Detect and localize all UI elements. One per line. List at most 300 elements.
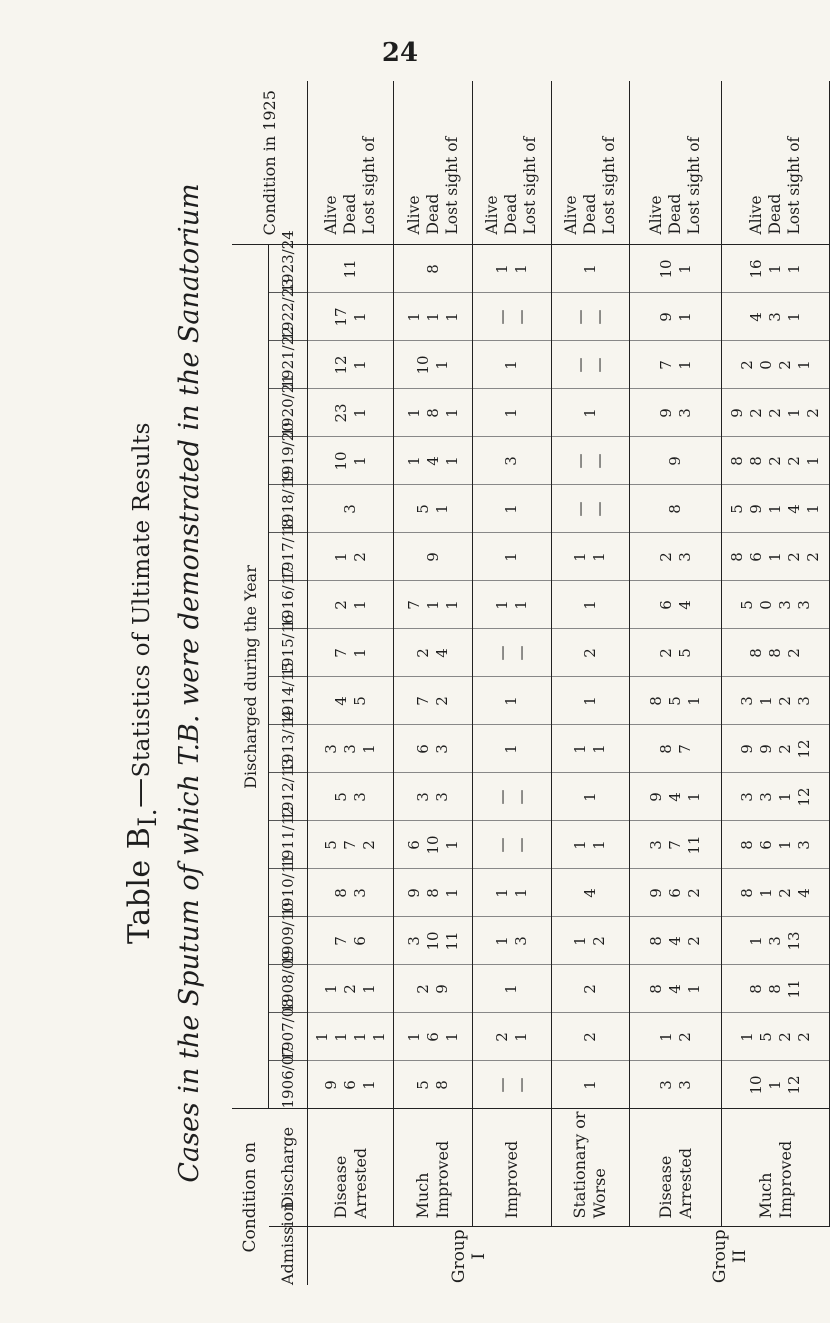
- value: —: [511, 645, 530, 661]
- value-cell: [394, 965, 473, 1013]
- value-cell: [308, 1061, 394, 1109]
- value: 1: [685, 792, 704, 802]
- value: 1: [350, 408, 369, 418]
- value: —: [492, 645, 511, 661]
- value: 8: [647, 696, 666, 706]
- outcome-label: Lost sight of: [360, 136, 379, 235]
- value: 1: [492, 888, 511, 898]
- title-sub: I.: [133, 807, 162, 827]
- value: 1: [442, 888, 461, 898]
- value: 2: [580, 648, 599, 658]
- value-cell: [722, 629, 830, 677]
- value: 3: [433, 744, 452, 754]
- value-cell: [473, 869, 552, 917]
- value-cell: [308, 965, 394, 1013]
- value: 1: [794, 360, 813, 370]
- value-cell: [473, 581, 552, 629]
- value: —: [511, 837, 530, 853]
- value: 3: [341, 744, 360, 754]
- value: 8: [728, 456, 747, 466]
- value: 8: [647, 936, 666, 946]
- value-cell: [473, 917, 552, 965]
- value: —: [590, 309, 609, 325]
- value-cell: [722, 389, 830, 437]
- outcome-labels: [551, 81, 630, 245]
- year-header: 1919/20: [269, 437, 308, 485]
- value: 3: [414, 792, 433, 802]
- value: 2: [737, 360, 756, 370]
- value: 4: [423, 456, 442, 466]
- value: 1: [404, 312, 423, 322]
- value-cell: [722, 341, 830, 389]
- year-header: 1908/09: [269, 965, 308, 1013]
- value: 10: [656, 259, 675, 279]
- value-cell: [551, 821, 630, 869]
- value-cell: [473, 1013, 552, 1061]
- value-cell: [394, 341, 473, 389]
- value: 8: [747, 984, 766, 994]
- value: 8: [423, 264, 442, 274]
- outcome-label: Dead: [580, 193, 599, 235]
- value: 9: [666, 456, 685, 466]
- value-cell: [722, 581, 830, 629]
- value: 3: [794, 696, 813, 706]
- value-cell: [722, 293, 830, 341]
- value-cell: [473, 293, 552, 341]
- value: 4: [747, 312, 766, 322]
- value: 2: [794, 1032, 813, 1042]
- value-cell: [473, 1061, 552, 1109]
- year-header: 1920/21: [269, 389, 308, 437]
- value: 2: [766, 408, 785, 418]
- value: 1: [785, 312, 804, 322]
- value: 1: [502, 408, 521, 418]
- value: 6: [666, 888, 685, 898]
- year-header: 1914/15: [269, 677, 308, 725]
- value: 1: [350, 1032, 369, 1042]
- value-cell: [551, 245, 630, 293]
- value: 1: [685, 696, 704, 706]
- value: 1: [502, 744, 521, 754]
- value-cell: [630, 917, 722, 965]
- value-cell: [394, 773, 473, 821]
- value: 1: [580, 696, 599, 706]
- value: 7: [414, 696, 433, 706]
- value: 3: [433, 792, 452, 802]
- value: 1: [571, 840, 590, 850]
- value: 2: [331, 600, 350, 610]
- value: 2: [350, 552, 369, 562]
- table-title: [122, 81, 162, 1285]
- value: 11: [442, 931, 461, 951]
- value-cell: [308, 1013, 394, 1061]
- value: 23: [331, 403, 350, 423]
- value-cell: [308, 677, 394, 725]
- value: 0: [756, 360, 775, 370]
- value: 1: [442, 840, 461, 850]
- value: 1: [775, 840, 794, 850]
- value: 5: [322, 840, 341, 850]
- value: 1: [423, 312, 442, 322]
- discharge-header: Discharge: [269, 1109, 308, 1227]
- value: 4: [675, 600, 694, 610]
- value-cell: [630, 965, 722, 1013]
- value: 1: [756, 696, 775, 706]
- value: 8: [656, 744, 675, 754]
- value: 2: [360, 840, 379, 850]
- value-cell: [551, 1061, 630, 1109]
- value-cell: [473, 389, 552, 437]
- value: 1: [580, 264, 599, 274]
- value-cell: [551, 629, 630, 677]
- value: 1: [423, 600, 442, 610]
- value: 17: [331, 307, 350, 327]
- value: 1: [590, 744, 609, 754]
- value: 2: [656, 648, 675, 658]
- value: 7: [341, 840, 360, 850]
- value: 1: [580, 600, 599, 610]
- value: 7: [666, 840, 685, 850]
- value: —: [511, 1077, 530, 1093]
- value-cell: [551, 485, 630, 533]
- value: 1: [442, 408, 461, 418]
- value: 6: [404, 840, 423, 850]
- condition-row: [394, 81, 473, 1285]
- value: 1: [580, 408, 599, 418]
- value-cell: [722, 773, 830, 821]
- value: 7: [675, 744, 694, 754]
- outcome-label: Dead: [423, 193, 442, 235]
- admission-header: Admission: [269, 1227, 308, 1285]
- value: 1: [775, 792, 794, 802]
- value-cell: [473, 533, 552, 581]
- value-cell: [394, 677, 473, 725]
- value-cell: [394, 533, 473, 581]
- value: 4: [331, 696, 350, 706]
- outcome-label: Lost sight of: [785, 136, 804, 235]
- outcome-labels: [394, 81, 473, 245]
- value: 9: [433, 984, 452, 994]
- value: 3: [737, 696, 756, 706]
- value: 2: [656, 552, 675, 562]
- outcome-label: Lost sight of: [442, 136, 461, 235]
- value: 1: [502, 360, 521, 370]
- outcome-label: Dead: [502, 193, 521, 235]
- condition-row: [630, 81, 722, 1285]
- value: 2: [766, 456, 785, 466]
- value-cell: [473, 725, 552, 773]
- outcome-labels: [473, 81, 552, 245]
- value: 11: [685, 835, 704, 855]
- value-cell: [394, 293, 473, 341]
- value-cell: [394, 1013, 473, 1061]
- discharge-condition: Stationary or Worse: [551, 1109, 630, 1227]
- value-cell: [722, 1061, 830, 1109]
- value: 8: [766, 984, 785, 994]
- value: 1: [511, 264, 530, 274]
- condition-on-header: Condition on: [232, 1109, 269, 1285]
- value-cell: [394, 389, 473, 437]
- value: 2: [785, 552, 804, 562]
- value: 1: [766, 552, 785, 562]
- value-cell: [551, 917, 630, 965]
- value-cell: [394, 917, 473, 965]
- value-cell: [394, 725, 473, 773]
- value: 13: [785, 931, 804, 951]
- outcome-label: Alive: [404, 195, 423, 235]
- value: 8: [728, 552, 747, 562]
- value-cell: [630, 821, 722, 869]
- value: 12: [331, 355, 350, 375]
- value: 9: [737, 744, 756, 754]
- value-cell: [394, 437, 473, 485]
- value: 1: [331, 552, 350, 562]
- value: 1: [756, 888, 775, 898]
- outcome-label: Alive: [747, 195, 766, 235]
- value: 9: [728, 408, 747, 418]
- value: 1: [590, 840, 609, 850]
- value-cell: [722, 965, 830, 1013]
- group-label: Group II: [630, 1227, 830, 1285]
- value: 5: [350, 696, 369, 706]
- value-cell: [630, 485, 722, 533]
- value: —: [590, 357, 609, 373]
- value-cell: [722, 437, 830, 485]
- value: 2: [785, 456, 804, 466]
- value-cell: [551, 293, 630, 341]
- value: 1: [747, 936, 766, 946]
- value: —: [571, 501, 590, 517]
- value: 1: [675, 312, 694, 322]
- outcome-labels: [722, 81, 830, 245]
- value-cell: [473, 677, 552, 725]
- outcome-label: Alive: [483, 195, 502, 235]
- table-subtitle: Cases in the Sputum of which T.B. were demonstrated in the Sanatorium: [174, 183, 205, 1183]
- value-cell: [473, 773, 552, 821]
- value: 1: [360, 744, 379, 754]
- value: 3: [511, 936, 530, 946]
- value: 2: [580, 1032, 599, 1042]
- value-cell: [551, 1013, 630, 1061]
- value: 3: [675, 1080, 694, 1090]
- value: 9: [423, 552, 442, 562]
- condition-row: [473, 81, 552, 1285]
- value-cell: [308, 869, 394, 917]
- year-header: 1910/11: [269, 869, 308, 917]
- value: 1: [492, 600, 511, 610]
- value: 1: [350, 648, 369, 658]
- value: 2: [775, 744, 794, 754]
- value: 2: [804, 552, 823, 562]
- value: 1: [502, 696, 521, 706]
- value: 1: [369, 1032, 388, 1042]
- value: 4: [666, 792, 685, 802]
- value: 3: [794, 840, 813, 850]
- value-cell: [630, 1013, 722, 1061]
- value: 3: [502, 456, 521, 466]
- value: 1: [656, 1032, 675, 1042]
- value-cell: [630, 725, 722, 773]
- value: 8: [737, 840, 756, 850]
- value: 10: [747, 1075, 766, 1095]
- value: 3: [675, 552, 694, 562]
- value-cell: [473, 341, 552, 389]
- value: 10: [423, 931, 442, 951]
- value: 12: [785, 1075, 804, 1095]
- value: 6: [341, 1080, 360, 1090]
- value-cell: [630, 677, 722, 725]
- value: 1: [685, 984, 704, 994]
- value-cell: [308, 341, 394, 389]
- value: —: [571, 357, 590, 373]
- value: 1: [766, 504, 785, 514]
- value-cell: [473, 821, 552, 869]
- discharge-condition: Much Improved: [722, 1109, 830, 1227]
- value: 3: [756, 792, 775, 802]
- value-cell: [630, 389, 722, 437]
- value: 10: [423, 835, 442, 855]
- value: 0: [756, 600, 775, 610]
- value: —: [492, 1077, 511, 1093]
- value: 1: [511, 888, 530, 898]
- value: 3: [766, 936, 785, 946]
- value: 3: [404, 936, 423, 946]
- value: 1: [433, 360, 452, 370]
- value: 6: [350, 936, 369, 946]
- value: 6: [414, 744, 433, 754]
- value: 8: [737, 888, 756, 898]
- value-cell: [722, 869, 830, 917]
- condition-in-1925-header: Condition in 1925: [232, 81, 308, 245]
- value: 10: [331, 451, 350, 471]
- value: 1: [404, 456, 423, 466]
- value-cell: [630, 581, 722, 629]
- value: 3: [766, 312, 785, 322]
- value: 12: [794, 739, 813, 759]
- value: 11: [341, 259, 360, 279]
- value-cell: [722, 677, 830, 725]
- value-cell: [551, 965, 630, 1013]
- outcome-labels: [308, 81, 394, 245]
- value: 1: [502, 984, 521, 994]
- outcome-label: Lost sight of: [685, 136, 704, 235]
- value-cell: [308, 389, 394, 437]
- value: 5: [756, 1032, 775, 1042]
- value: 1: [571, 552, 590, 562]
- value: 2: [775, 888, 794, 898]
- title-dash: —: [122, 777, 157, 808]
- value: 2: [685, 888, 704, 898]
- value: 11: [785, 979, 804, 999]
- value: 1: [312, 1032, 331, 1042]
- value-cell: [722, 725, 830, 773]
- value-cell: [722, 1013, 830, 1061]
- value: 1: [350, 312, 369, 322]
- value: 5: [728, 504, 747, 514]
- value-cell: [630, 245, 722, 293]
- value: 9: [322, 1080, 341, 1090]
- value-cell: [308, 581, 394, 629]
- value: 2: [433, 696, 452, 706]
- value: 2: [785, 648, 804, 658]
- outcome-labels: [630, 81, 722, 245]
- value: —: [511, 309, 530, 325]
- year-header-row: [269, 81, 308, 1285]
- value: 9: [756, 744, 775, 754]
- value-cell: [630, 293, 722, 341]
- value: 3: [656, 1080, 675, 1090]
- value: 7: [656, 360, 675, 370]
- value: 7: [404, 600, 423, 610]
- value: 6: [656, 600, 675, 610]
- value: 5: [737, 600, 756, 610]
- value: 3: [794, 600, 813, 610]
- value-cell: [308, 533, 394, 581]
- value: —: [511, 789, 530, 805]
- value-cell: [630, 341, 722, 389]
- year-header: 1917/18: [269, 533, 308, 581]
- value: —: [571, 453, 590, 469]
- value: 3: [322, 744, 341, 754]
- value: 16: [747, 259, 766, 279]
- value: 1: [804, 504, 823, 514]
- value: —: [492, 309, 511, 325]
- value: 2: [492, 1032, 511, 1042]
- value-cell: [722, 821, 830, 869]
- value: 6: [423, 1032, 442, 1042]
- value-cell: [473, 437, 552, 485]
- value-cell: [551, 677, 630, 725]
- condition-row: [722, 81, 830, 1285]
- year-header: 1907/08: [269, 1013, 308, 1061]
- value: 8: [666, 504, 685, 514]
- value: 9: [656, 408, 675, 418]
- value-cell: [722, 485, 830, 533]
- value: 1: [785, 408, 804, 418]
- value-cell: [308, 917, 394, 965]
- outcome-label: Alive: [647, 195, 666, 235]
- value-cell: [551, 533, 630, 581]
- value: —: [492, 789, 511, 805]
- value: 4: [785, 504, 804, 514]
- value: 8: [647, 984, 666, 994]
- value: 1: [675, 264, 694, 274]
- value-cell: [473, 245, 552, 293]
- discharge-condition: Disease Arrested: [630, 1109, 722, 1227]
- value: 2: [775, 360, 794, 370]
- page-number: 24: [381, 38, 419, 68]
- value: 2: [804, 408, 823, 418]
- value: 1: [442, 312, 461, 322]
- value-cell: [551, 581, 630, 629]
- value: 3: [775, 600, 794, 610]
- value: —: [571, 309, 590, 325]
- value: 1: [350, 600, 369, 610]
- value-cell: [308, 437, 394, 485]
- value: 2: [685, 936, 704, 946]
- value: 1: [331, 1032, 350, 1042]
- value: 4: [666, 984, 685, 994]
- value: 5: [331, 792, 350, 802]
- value: 2: [590, 936, 609, 946]
- year-header: 1916/17: [269, 581, 308, 629]
- value: 6: [747, 552, 766, 562]
- value-cell: [551, 389, 630, 437]
- value: 8: [423, 888, 442, 898]
- value: 2: [675, 1032, 694, 1042]
- value-cell: [394, 245, 473, 293]
- value: 1: [433, 504, 452, 514]
